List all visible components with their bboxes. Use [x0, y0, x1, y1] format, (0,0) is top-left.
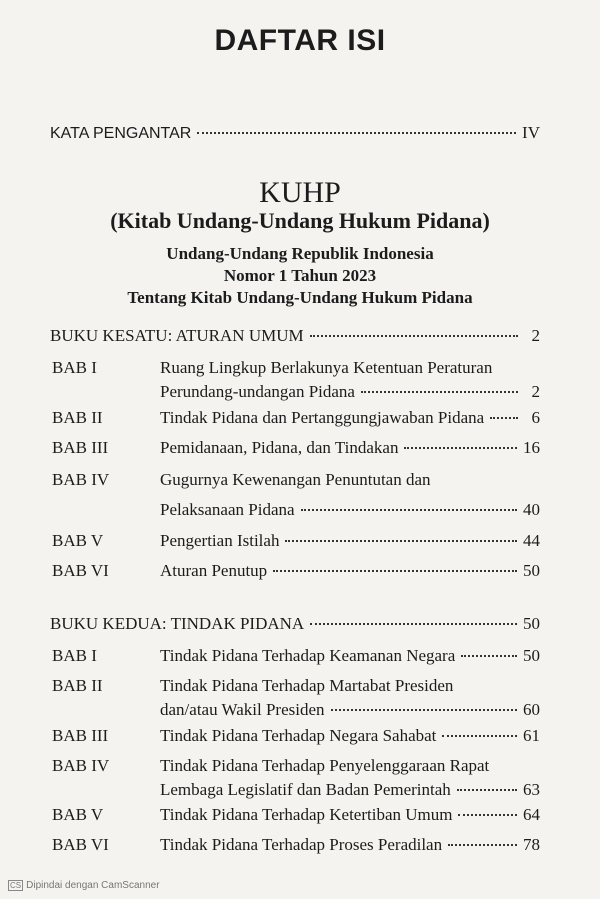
law-line-3: Tentang Kitab Undang-Undang Hukum Pidana: [127, 288, 473, 307]
dot-leader: [310, 623, 517, 625]
law-line-1: Undang-Undang Republik Indonesia: [166, 244, 434, 263]
dot-leader: [310, 335, 518, 337]
chapter-number: BAB IV: [52, 756, 110, 775]
chapter-title: Tindak Pidana Terhadap Martabat Presiden: [160, 676, 454, 695]
chapter-number: BAB III: [52, 438, 109, 457]
chapter-number: BAB I: [52, 358, 97, 377]
toc-entry-preface[interactable]: [50, 122, 540, 145]
page-number: 2: [531, 326, 540, 345]
dot-leader: [331, 709, 518, 711]
kuhp-title: KUHP: [259, 176, 341, 209]
entry-label: KATA PENGANTAR: [50, 125, 192, 142]
dot-leader: [448, 844, 517, 846]
chapter-title-cont: Pelaksanaan Pidana: [160, 500, 295, 519]
page-number: 50: [523, 561, 540, 580]
page-number: 6: [531, 408, 540, 427]
scanner-text: Dipindai dengan CamScanner: [26, 880, 160, 891]
scanner-watermark: [8, 880, 160, 891]
page-number: IV: [522, 123, 540, 142]
dot-leader: [458, 814, 517, 816]
toc-book-2[interactable]: [50, 614, 540, 634]
chapter-number: BAB IV: [52, 470, 110, 489]
chapter-title: Pemidanaan, Pidana, dan Tindakan: [160, 438, 399, 457]
dot-leader: [490, 417, 518, 419]
chapter-title: Ruang Lingkup Berlakunya Ketentuan Peraturan: [160, 358, 493, 377]
chapter-number: BAB III: [52, 726, 109, 745]
toc-book-1[interactable]: [50, 326, 540, 346]
page-number: 2: [531, 382, 540, 401]
chapter-title: Aturan Penutup: [160, 561, 268, 580]
page-number: 61: [523, 726, 540, 745]
chapter-number: BAB V: [52, 805, 104, 824]
chapter-title: Tindak Pidana Terhadap Ketertiban Umum: [160, 805, 453, 824]
chapter-number: BAB VI: [52, 561, 109, 580]
chapter-title: Pengertian Istilah: [160, 531, 280, 550]
chapter-title-cont: dan/atau Wakil Presiden: [160, 700, 325, 719]
page-number: 16: [523, 438, 540, 457]
camscanner-logo-icon: CS: [10, 881, 22, 890]
chapter-title: Gugurnya Kewenangan Penuntutan dan: [160, 470, 431, 489]
chapter-title: Tindak Pidana Terhadap Proses Peradilan: [160, 835, 443, 854]
chapter-number: BAB I: [52, 646, 97, 665]
page-title: DAFTAR ISI: [214, 24, 386, 57]
dot-leader: [361, 391, 518, 393]
dot-leader: [197, 132, 516, 134]
dot-leader: [461, 655, 517, 657]
chapter-number: BAB II: [52, 408, 103, 427]
book-label: BUKU KEDUA: TINDAK PIDANA: [50, 614, 305, 633]
kuhp-full-title: (Kitab Undang-Undang Hukum Pidana): [110, 208, 490, 233]
page-number: 50: [523, 646, 540, 665]
chapter-title: Tindak Pidana dan Pertanggungjawaban Pidana: [160, 408, 485, 427]
dot-leader: [285, 540, 517, 542]
page-number: 40: [523, 500, 540, 519]
page-number: 50: [523, 614, 540, 633]
dot-leader: [273, 570, 517, 572]
dot-leader: [301, 509, 517, 511]
page-number: 78: [523, 835, 540, 854]
dot-leader: [404, 447, 517, 449]
chapter-title: Tindak Pidana Terhadap Negara Sahabat: [160, 726, 437, 745]
chapter-title-cont: Perundang-undangan Pidana: [160, 382, 355, 401]
page-number: 60: [523, 700, 540, 719]
law-line-2: Nomor 1 Tahun 2023: [223, 266, 377, 285]
chapter-number: BAB II: [52, 676, 103, 695]
chapter-title: Tindak Pidana Terhadap Penyelenggaraan Rapat: [160, 756, 490, 775]
chapter-number: BAB V: [52, 531, 104, 550]
dot-leader: [457, 789, 517, 791]
page-number: 64: [523, 805, 540, 824]
chapter-title-cont: Lembaga Legislatif dan Badan Pemerintah: [160, 780, 451, 799]
page-number: 63: [523, 780, 540, 799]
chapter-title: Tindak Pidana Terhadap Keamanan Negara: [160, 646, 456, 665]
dot-leader: [442, 735, 517, 737]
book-label: BUKU KESATU: ATURAN UMUM: [50, 326, 304, 345]
page-number: 44: [523, 531, 540, 550]
chapter-number: BAB VI: [52, 835, 109, 854]
